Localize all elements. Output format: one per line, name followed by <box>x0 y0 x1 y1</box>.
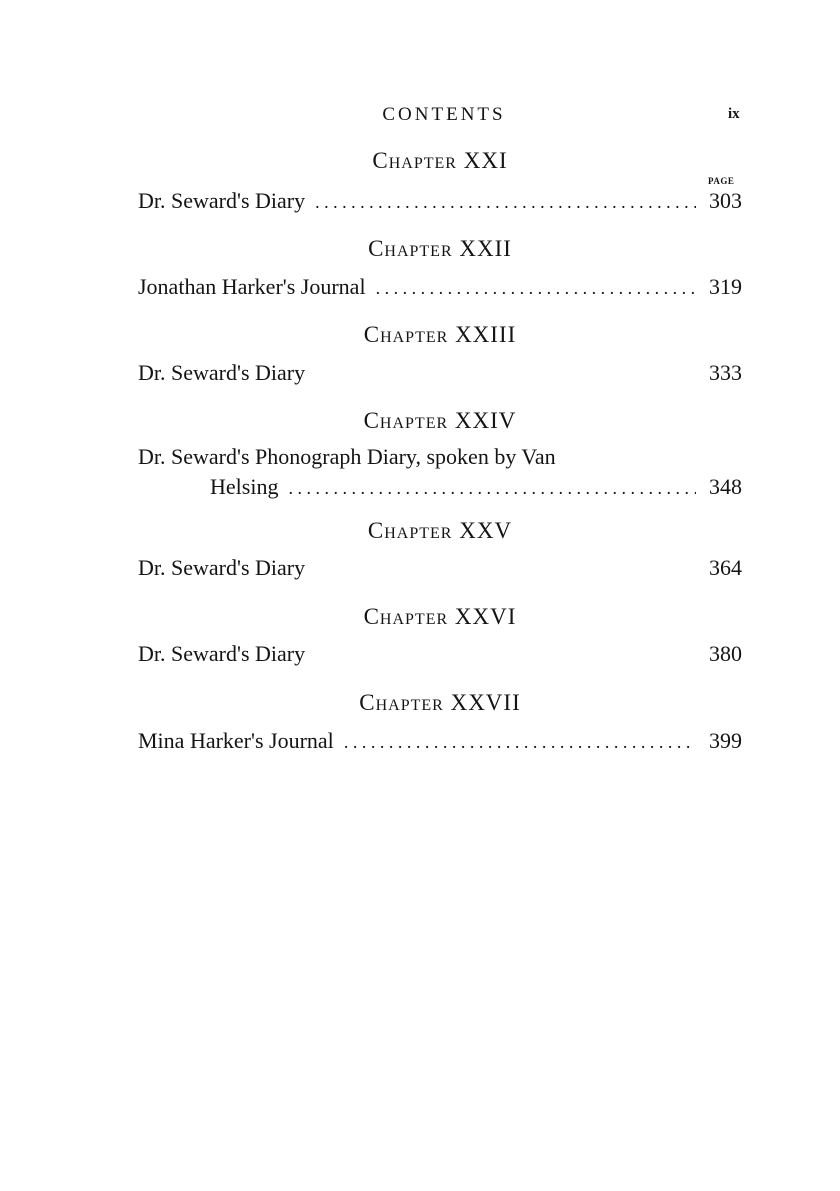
entry-page-number: 319 <box>709 274 742 299</box>
chapter-numeral: XXII <box>459 236 512 261</box>
chapter-heading <box>0 518 840 544</box>
chapter-numeral: XXI <box>463 148 508 173</box>
entry-title: Jonathan Harker's Journal <box>138 274 366 299</box>
page-folio: ix <box>728 106 740 122</box>
chapter-word: Chapter <box>363 604 449 629</box>
dot-leader <box>288 473 696 503</box>
entry-title-line-1: Dr. Seward's Phonograph Diary, spoken by Van <box>138 444 556 469</box>
chapter-word: Chapter <box>363 322 449 347</box>
entry-page-number: 303 <box>709 188 742 213</box>
entry-page-number: 380 <box>709 641 742 666</box>
entry-title: Dr. Seward's Diary <box>138 641 306 666</box>
entry-title: Dr. Seward's Diary <box>138 555 306 580</box>
chapter-word: Chapter <box>372 148 457 173</box>
toc-entry <box>138 186 742 217</box>
chapter-heading <box>0 236 840 262</box>
entry-page-number: 399 <box>709 728 742 753</box>
chapter-numeral: XXV <box>459 518 513 543</box>
toc-entry <box>138 726 742 757</box>
chapter-heading <box>0 408 840 434</box>
dot-leader <box>315 187 696 217</box>
entry-title: Mina Harker's Journal <box>138 728 334 753</box>
entry-page-number: 364 <box>709 555 742 580</box>
entry-title-line-2: Helsing <box>210 474 279 499</box>
toc-entry <box>138 272 742 303</box>
chapter-numeral: XXVI <box>454 604 517 629</box>
chapter-word: Chapter <box>359 690 444 715</box>
entry-title: Dr. Seward's Diary <box>138 188 306 213</box>
chapter-word: Chapter <box>368 236 453 261</box>
chapter-heading <box>0 604 840 630</box>
entry-title: Dr. Seward's Diary <box>138 360 306 385</box>
toc-entry <box>138 358 742 388</box>
chapter-word: Chapter <box>367 518 453 543</box>
chapter-heading <box>0 148 840 174</box>
dot-leader <box>344 727 696 757</box>
dot-leader <box>376 273 696 303</box>
toc-entry <box>138 553 742 583</box>
chapter-numeral: XXIV <box>454 408 517 433</box>
chapter-heading <box>0 690 840 716</box>
toc-entry <box>138 639 742 669</box>
chapter-heading <box>0 322 840 348</box>
entry-page-number: 348 <box>709 474 742 499</box>
toc-entry <box>138 442 742 503</box>
chapter-numeral: XXVII <box>450 690 521 715</box>
page-column-label: PAGE <box>708 176 735 186</box>
running-title: CONTENTS <box>382 104 506 125</box>
chapter-word: Chapter <box>363 408 449 433</box>
entry-page-number: 333 <box>709 360 742 385</box>
chapter-numeral: XXIII <box>455 322 517 347</box>
